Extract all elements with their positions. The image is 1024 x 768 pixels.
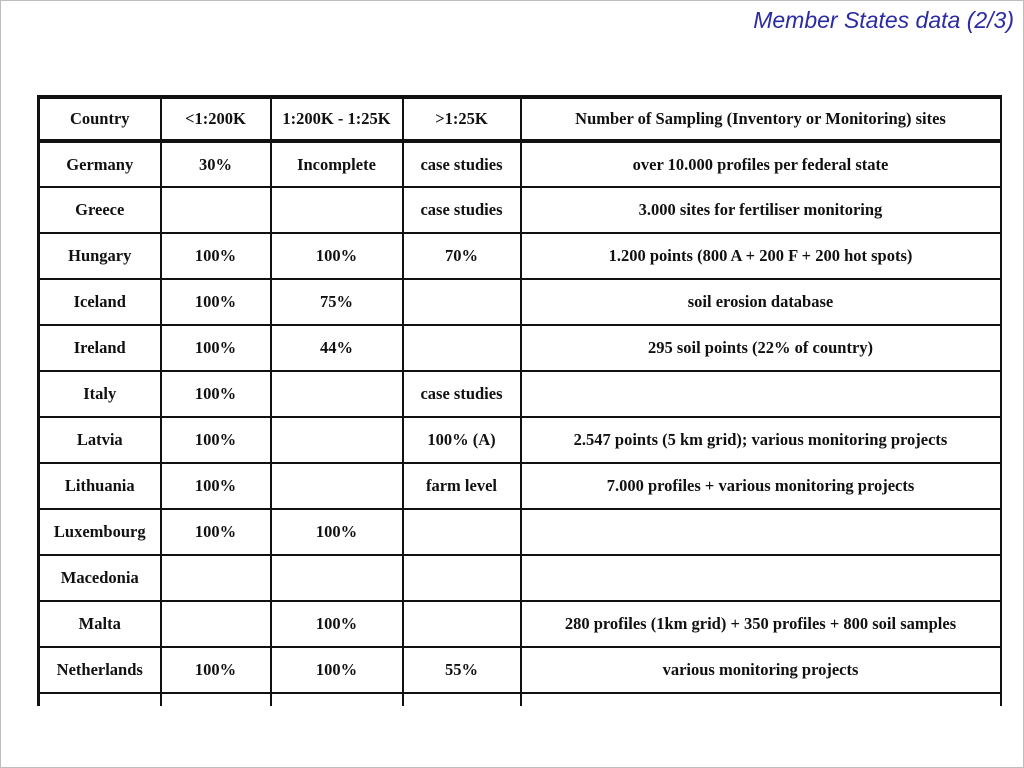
header-scale-small: <1:200K	[161, 97, 271, 141]
table-row	[39, 141, 1002, 187]
cell-scale-medium	[271, 463, 403, 509]
cell-scale-small: 100%	[161, 509, 271, 555]
table-row	[39, 325, 1002, 371]
cell-empty	[39, 693, 161, 706]
cell-empty	[403, 693, 521, 706]
cell-scale-large	[403, 509, 521, 555]
cell-scale-medium: 75%	[271, 279, 403, 325]
cell-scale-small: 100%	[161, 371, 271, 417]
cell-sampling-sites: 7.000 profiles + various monitoring projects	[521, 463, 1002, 509]
cell-scale-medium	[271, 371, 403, 417]
cell-scale-small	[161, 187, 271, 233]
cell-scale-small	[161, 601, 271, 647]
cell-country: Ireland	[39, 325, 161, 371]
cell-scale-large: 100% (A)	[403, 417, 521, 463]
table-row	[39, 463, 1002, 509]
cell-scale-large: farm level	[403, 463, 521, 509]
cell-country: Netherlands	[39, 647, 161, 693]
cell-sampling-sites	[521, 555, 1002, 601]
slide-title: Member States data (2/3)	[753, 7, 1014, 33]
cell-sampling-sites	[521, 509, 1002, 555]
cell-scale-large	[403, 601, 521, 647]
table-row	[39, 187, 1002, 233]
cell-sampling-sites: 280 profiles (1km grid) + 350 profiles + 800 soil samples	[521, 601, 1002, 647]
cell-country: Greece	[39, 187, 161, 233]
cell-scale-small: 100%	[161, 647, 271, 693]
member-states-table	[37, 95, 1002, 706]
cell-scale-medium: 100%	[271, 601, 403, 647]
table-row	[39, 233, 1002, 279]
cell-scale-large: case studies	[403, 141, 521, 187]
cell-country: Malta	[39, 601, 161, 647]
cell-empty	[521, 693, 1002, 706]
cell-country: Latvia	[39, 417, 161, 463]
header-scale-medium: 1:200K - 1:25K	[271, 97, 403, 141]
table-row	[39, 601, 1002, 647]
cell-scale-small	[161, 555, 271, 601]
member-states-table-container	[37, 95, 1002, 706]
cell-scale-large	[403, 325, 521, 371]
cell-country: Germany	[39, 141, 161, 187]
cell-sampling-sites: 1.200 points (800 A + 200 F + 200 hot spots)	[521, 233, 1002, 279]
cell-scale-small: 100%	[161, 279, 271, 325]
table-row	[39, 279, 1002, 325]
cell-scale-large: case studies	[403, 371, 521, 417]
header-scale-large: >1:25K	[403, 97, 521, 141]
cell-scale-small: 100%	[161, 463, 271, 509]
cell-empty	[161, 693, 271, 706]
table-row	[39, 555, 1002, 601]
cell-sampling-sites: soil erosion database	[521, 279, 1002, 325]
cell-scale-small: 100%	[161, 325, 271, 371]
cell-scale-medium	[271, 417, 403, 463]
cell-scale-medium: Incomplete	[271, 141, 403, 187]
table-row-truncated	[39, 693, 1002, 706]
cell-scale-large	[403, 279, 521, 325]
cell-country: Luxembourg	[39, 509, 161, 555]
cell-scale-large: case studies	[403, 187, 521, 233]
cell-country: Iceland	[39, 279, 161, 325]
cell-scale-large	[403, 555, 521, 601]
cell-scale-medium: 100%	[271, 647, 403, 693]
cell-scale-large: 70%	[403, 233, 521, 279]
cell-sampling-sites: various monitoring projects	[521, 647, 1002, 693]
table-row	[39, 647, 1002, 693]
cell-sampling-sites: over 10.000 profiles per federal state	[521, 141, 1002, 187]
cell-scale-medium: 44%	[271, 325, 403, 371]
cell-empty	[271, 693, 403, 706]
table-row	[39, 417, 1002, 463]
cell-scale-medium: 100%	[271, 233, 403, 279]
cell-scale-large: 55%	[403, 647, 521, 693]
cell-sampling-sites: 3.000 sites for fertiliser monitoring	[521, 187, 1002, 233]
cell-scale-small: 30%	[161, 141, 271, 187]
cell-scale-medium	[271, 555, 403, 601]
table-row	[39, 371, 1002, 417]
cell-country: Hungary	[39, 233, 161, 279]
cell-country: Italy	[39, 371, 161, 417]
cell-scale-medium	[271, 187, 403, 233]
cell-country: Lithuania	[39, 463, 161, 509]
cell-scale-medium: 100%	[271, 509, 403, 555]
cell-country: Macedonia	[39, 555, 161, 601]
header-sampling-sites: Number of Sampling (Inventory or Monitoring) sites	[521, 97, 1002, 141]
table-header-row	[39, 97, 1002, 141]
cell-scale-small: 100%	[161, 233, 271, 279]
header-country: Country	[39, 97, 161, 141]
cell-scale-small: 100%	[161, 417, 271, 463]
table-row	[39, 509, 1002, 555]
cell-sampling-sites	[521, 371, 1002, 417]
cell-sampling-sites: 2.547 points (5 km grid); various monitoring projects	[521, 417, 1002, 463]
cell-sampling-sites: 295 soil points (22% of country)	[521, 325, 1002, 371]
